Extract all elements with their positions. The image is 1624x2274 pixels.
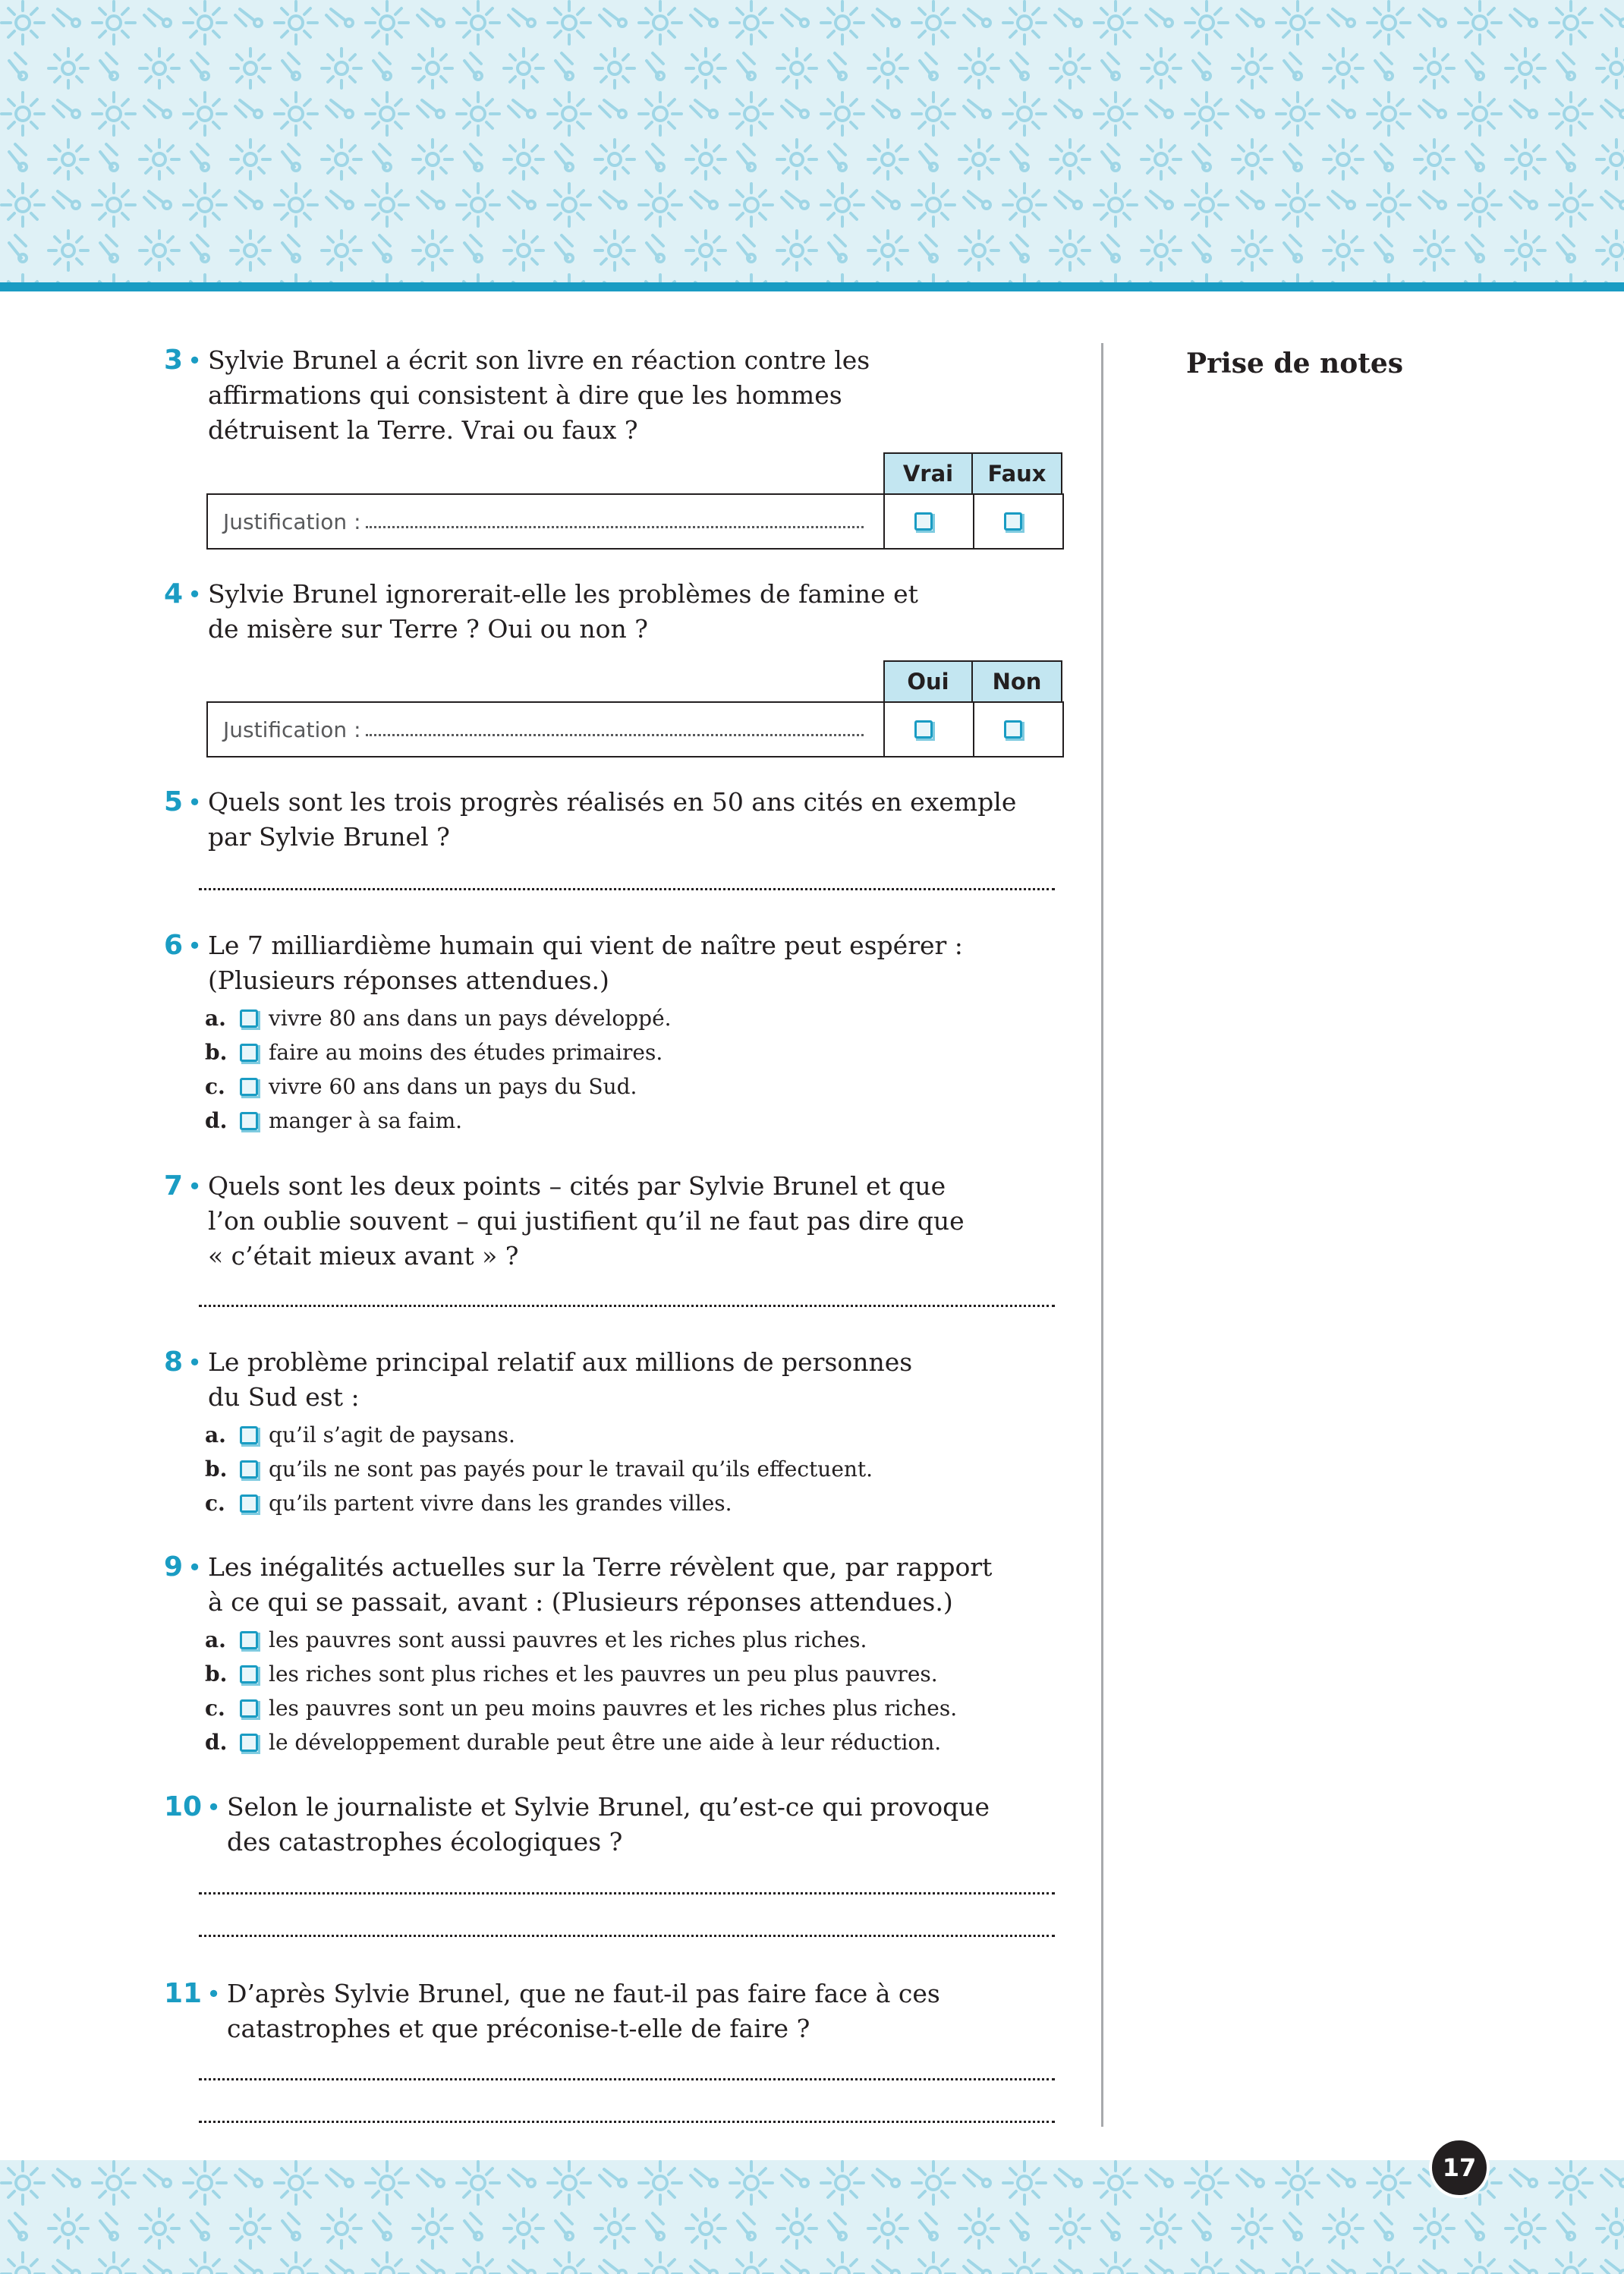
option-b[interactable]: b. les riches sont plus riches et les pauvres un peu plus pauvres.: [205, 1661, 938, 1687]
bullet-icon: •: [187, 931, 202, 960]
question-5: [164, 785, 1059, 855]
option-c[interactable]: c. qu’ils partent vivre dans les grandes villes.: [205, 1491, 732, 1516]
bullet-icon: •: [187, 788, 202, 817]
bottom-decorative-pattern: [0, 2160, 1624, 2274]
option-a[interactable]: a. les pauvres sont aussi pauvres et les riches plus riches.: [205, 1627, 867, 1652]
checkbox-icon[interactable]: [240, 1078, 258, 1096]
question-8: [164, 1345, 1059, 1520]
checkbox-icon[interactable]: [240, 1494, 258, 1513]
checkbox-icon[interactable]: [240, 1009, 258, 1028]
column-header-oui: Oui: [883, 660, 973, 703]
option-c[interactable]: c. les pauvres sont un peu moins pauvres et les riches plus riches.: [205, 1696, 958, 1721]
question-number: 5: [164, 786, 184, 817]
bullet-icon: •: [187, 1553, 202, 1582]
justification-field[interactable]: Justification :: [206, 701, 885, 757]
option-list: [205, 1623, 1059, 1759]
question-number: 4: [164, 578, 184, 609]
question-text: Selon le journaliste et Sylvie Brunel, qu’est-ce qui provoque des catastrophes écologiques ?: [226, 1792, 990, 1857]
question-text: Sylvie Brunel a écrit son livre en réaction contre les affirmations qui consistent à dire que les hommes détruisent la Terre. Vrai ou faux ?: [207, 345, 870, 445]
question-number: 11: [164, 1978, 203, 2009]
question-number: 7: [164, 1170, 184, 1202]
checkbox-icon[interactable]: [240, 1665, 258, 1683]
question-6: [164, 928, 1059, 1138]
bullet-icon: •: [206, 1980, 221, 2008]
top-decorative-pattern: [0, 0, 1624, 282]
option-d[interactable]: d. manger à sa faim.: [205, 1108, 463, 1133]
question-9: [164, 1550, 1059, 1759]
question-10: [164, 1790, 1059, 1860]
question-text: Sylvie Brunel ignorerait-elle les problèmes de famine et de misère sur Terre ? Oui ou non ?: [207, 579, 918, 644]
sunburst-pattern: [0, 0, 1624, 282]
question-number: 6: [164, 930, 184, 961]
checkbox-faux[interactable]: [1004, 512, 1022, 531]
column-header-vrai: Vrai: [883, 452, 973, 495]
option-b[interactable]: b. qu’ils ne sont pas payés pour le travail qu’ils effectuent.: [205, 1457, 873, 1482]
bullet-icon: •: [206, 1793, 221, 1822]
column-header-faux: Faux: [973, 452, 1062, 495]
bullet-icon: •: [187, 1348, 202, 1377]
answer-line[interactable]: [199, 2078, 1055, 2080]
checkbox-vrai[interactable]: [914, 512, 933, 531]
page-number-badge: 17: [1429, 2137, 1490, 2198]
question-text: Quels sont les deux points – cités par Sylvie Brunel et que l’on oublie souvent – qui justifient qu’il ne faut pas dire que « c’était mieux avant » ?: [207, 1171, 965, 1271]
question-3: [164, 343, 1059, 448]
checkbox-non[interactable]: [1004, 720, 1022, 739]
option-d[interactable]: d. le développement durable peut être une aide à leur réduction.: [205, 1730, 942, 1755]
question-number: 9: [164, 1551, 184, 1583]
checkbox-icon[interactable]: [240, 1734, 258, 1752]
question-4: [164, 577, 1059, 647]
option-a[interactable]: a. vivre 80 ans dans un pays développé.: [205, 1006, 672, 1031]
question-text: D’après Sylvie Brunel, que ne faut-il pas faire face à ces catastrophes et que préconise-t-elle de faire ?: [226, 1979, 940, 2043]
option-a[interactable]: a. qu’il s’agit de paysans.: [205, 1422, 515, 1447]
option-list: [205, 1001, 1059, 1138]
question-number: 10: [164, 1791, 203, 1822]
sunburst-pattern: [0, 2160, 1624, 2274]
option-c[interactable]: c. vivre 60 ans dans un pays du Sud.: [205, 1074, 637, 1099]
column-header-non: Non: [973, 660, 1062, 703]
question-11: [164, 1976, 1059, 2046]
question-text: Le 7 milliardième humain qui vient de naître peut espérer : (Plusieurs réponses attendues.): [207, 931, 963, 995]
answer-line[interactable]: [199, 1305, 1055, 1307]
bullet-icon: •: [187, 580, 202, 609]
answer-line[interactable]: [199, 2121, 1055, 2123]
question-7: [164, 1169, 1059, 1274]
checkbox-icon[interactable]: [240, 1112, 258, 1130]
checkbox-icon[interactable]: [240, 1426, 258, 1444]
checkbox-icon[interactable]: [240, 1460, 258, 1479]
answer-line[interactable]: [199, 888, 1055, 890]
checkbox-icon[interactable]: [240, 1699, 258, 1718]
checkbox-icon[interactable]: [240, 1044, 258, 1062]
checkbox-icon[interactable]: [240, 1631, 258, 1649]
justification-field[interactable]: Justification :: [206, 493, 885, 550]
checkbox-oui[interactable]: [914, 720, 933, 739]
header-rule: [0, 282, 1624, 291]
question-text: Les inégalités actuelles sur la Terre révèlent que, par rapport à ce qui se passait, avant : (Plusieurs réponses attendues.): [207, 1552, 993, 1617]
column-divider: [1101, 343, 1103, 2127]
answer-line[interactable]: [199, 1892, 1055, 1894]
answer-line[interactable]: [199, 1935, 1055, 1937]
question-number: 8: [164, 1346, 184, 1378]
option-list: [205, 1418, 1059, 1520]
option-b[interactable]: b. faire au moins des études primaires.: [205, 1040, 663, 1065]
question-number: 3: [164, 345, 184, 376]
question-text: Le problème principal relatif aux millions de personnes du Sud est :: [207, 1347, 913, 1412]
question-text: Quels sont les trois progrès réalisés en 50 ans cités en exemple par Sylvie Brunel ?: [207, 787, 1017, 852]
bullet-icon: •: [187, 1172, 202, 1201]
notes-heading: Prise de notes: [1186, 348, 1404, 380]
bullet-icon: •: [187, 346, 202, 375]
